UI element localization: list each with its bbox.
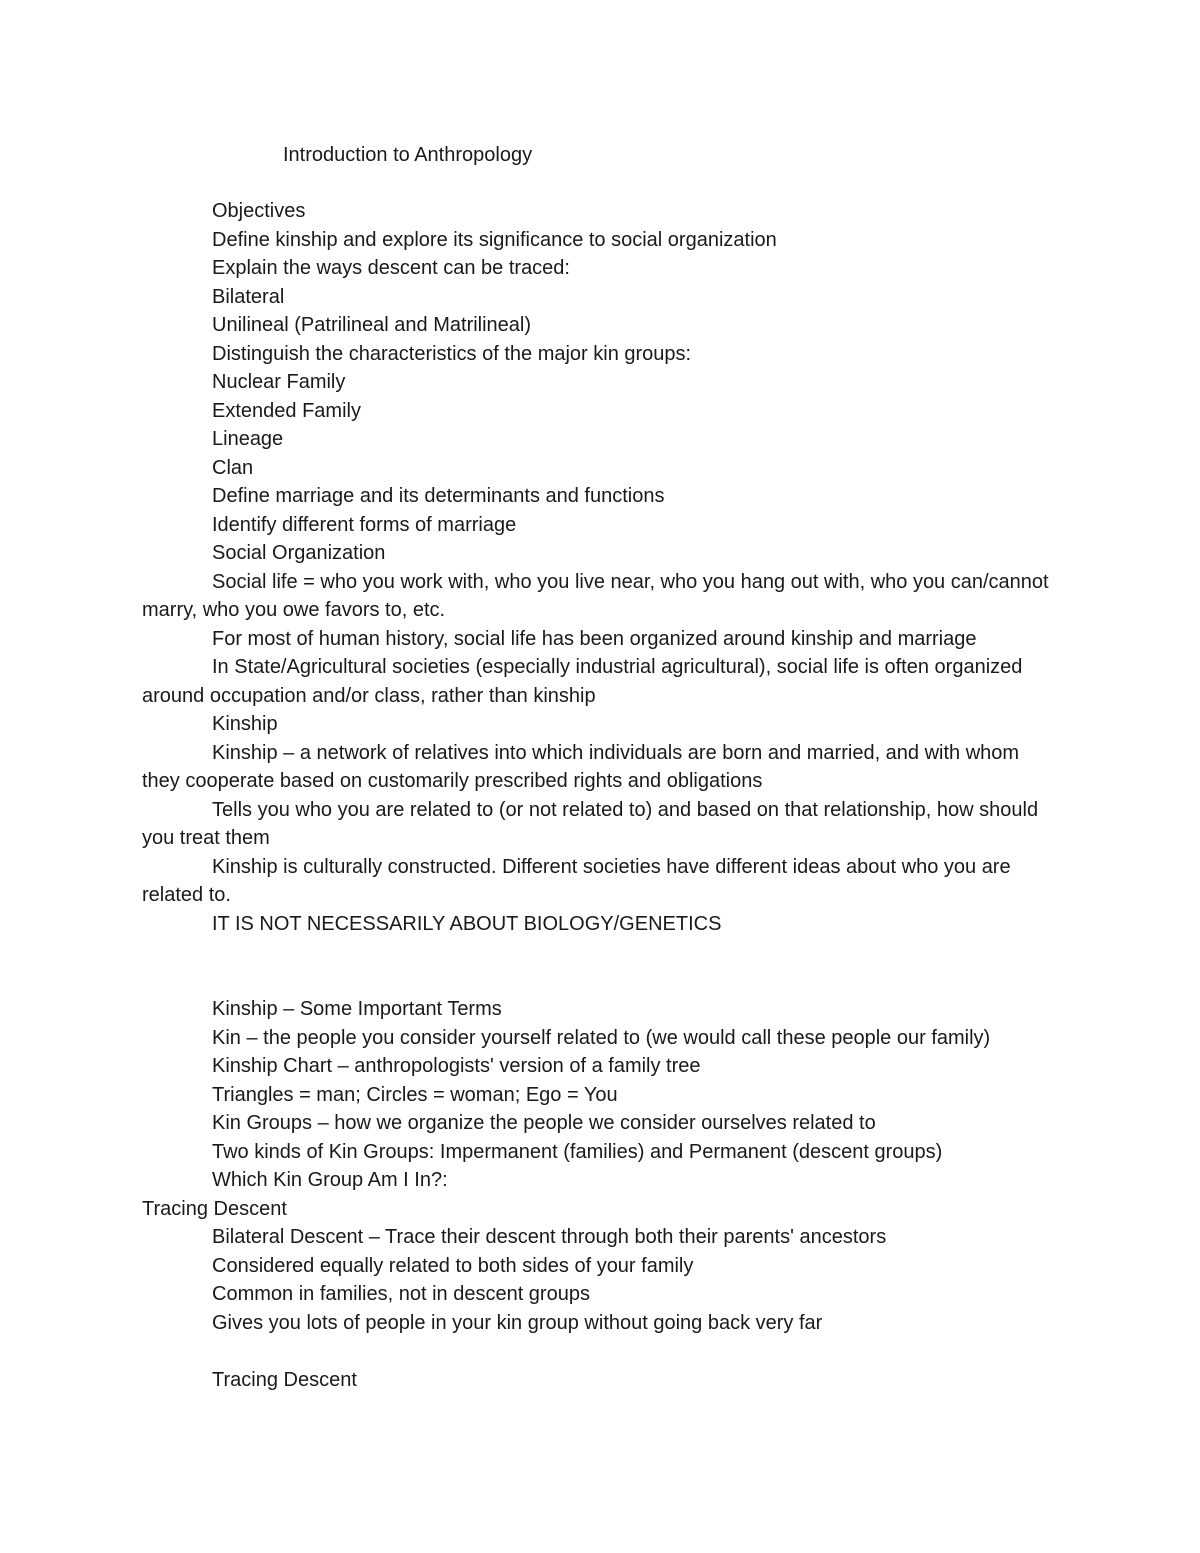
descent-item: Common in families, not in descent groups: [212, 1283, 590, 1305]
objectives-heading: Objectives: [212, 200, 306, 222]
term-item: Which Kin Group Am I In?:: [212, 1169, 448, 1191]
paragraph: Tells you who you are related to (or not related to) and based on that relationship, how should you treat them: [142, 798, 1039, 849]
objective-item: Lineage: [212, 428, 284, 450]
objective-item: Distinguish the characteristics of the major kin groups:: [212, 342, 692, 365]
objective-item: Define kinship and explore its significance to social organization: [212, 228, 777, 251]
spacer: [142, 1337, 1062, 1366]
objective-item: Unilineal (Patrilineal and Matrilineal): [212, 314, 532, 336]
section-heading: Kinship: [212, 713, 278, 735]
objective-item: Bilateral: [212, 285, 285, 308]
paragraph: In State/Agricultural societies (especially industrial agricultural), social life is often organized around occupation and/or class, rather than kinship: [142, 656, 1023, 707]
document-title: Introduction to Anthropology: [283, 144, 533, 166]
section-heading: Social Organization: [212, 542, 386, 564]
paragraph: Social life = who you work with, who you live near, who you hang out with, who you can/cannot marry, who you owe favors to, etc.: [142, 570, 1049, 621]
term-item: Two kinds of Kin Groups: Impermanent (families) and Permanent (descent groups): [212, 1140, 943, 1163]
descent-item: Bilateral Descent – Trace their descent through both their parents' ancestors: [212, 1226, 887, 1248]
paragraph: Kinship is culturally constructed. Different societies have different ideas about who you are related to.: [142, 855, 1011, 906]
objective-item: Extended Family: [212, 399, 361, 422]
descent-item: Gives you lots of people in your kin group without going back very far: [212, 1311, 823, 1334]
section-heading: Kinship – Some Important Terms: [212, 998, 502, 1020]
term-item: Kin Groups – how we organize the people we consider ourselves related to: [212, 1112, 876, 1134]
objective-item: Identify different forms of marriage: [212, 513, 517, 536]
document-body: [142, 197, 1062, 1394]
objective-item: Explain the ways descent can be traced:: [212, 257, 570, 279]
emphasis-line: IT IS NOT NECESSARILY ABOUT BIOLOGY/GENETICS: [212, 912, 722, 935]
objective-item: Nuclear Family: [212, 371, 346, 393]
objective-item: Clan: [212, 456, 254, 479]
term-item: Kinship Chart – anthropologists' version of a family tree: [212, 1055, 701, 1077]
spacer: [142, 938, 1062, 995]
paragraph: Kinship – a network of relatives into which individuals are born and married, and with whom they cooperate based on customarily prescribed rights and obligations: [142, 741, 1020, 792]
term-item: Triangles = man; Circles = woman; Ego = You: [212, 1083, 618, 1106]
objective-item: Define marriage and its determinants and functions: [212, 485, 665, 507]
section-heading: Tracing Descent: [142, 1197, 287, 1220]
term-item: Kin – the people you consider yourself related to (we would call these people our family): [212, 1026, 991, 1049]
paragraph: For most of human history, social life has been organized around kinship and marriage: [212, 627, 977, 650]
descent-item: Considered equally related to both sides of your family: [212, 1254, 694, 1277]
section-heading: Tracing Descent: [212, 1368, 357, 1391]
